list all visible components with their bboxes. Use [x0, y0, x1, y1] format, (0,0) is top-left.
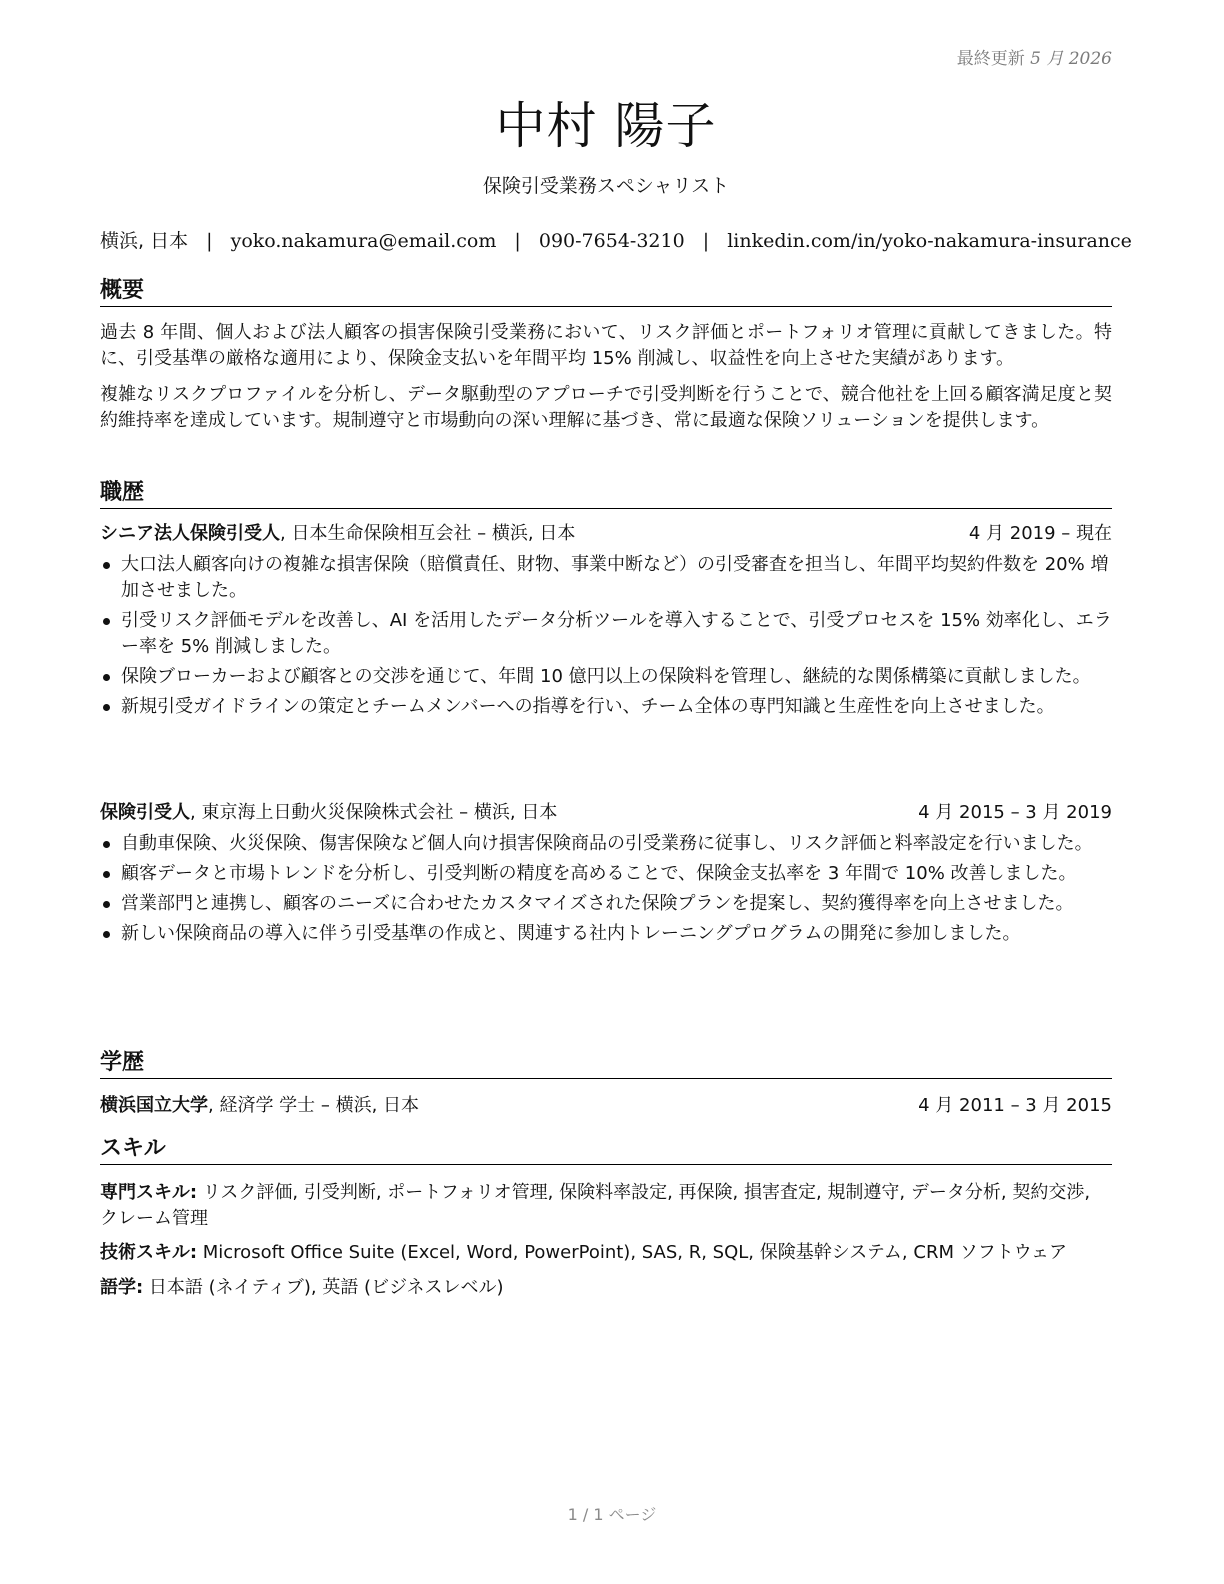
job-company: , 日本生命保険相互会社 – 横浜, 日本 [280, 523, 576, 544]
education-degree: , 経済学 学士 – 横浜, 日本 [208, 1095, 420, 1116]
job-dates: 4 月 2019 – 現在 [968, 523, 1112, 544]
skill-label: 語学: [100, 1277, 144, 1298]
job-bullet: 顧客データと市場トレンドを分析し、引受判断の精度を高めることで、保険金支払率を 3 年間で 10% 改善しました。 [100, 861, 1112, 887]
section-title-experience: 職歴 [100, 480, 1112, 509]
skill-line [100, 1180, 1112, 1232]
skill-value: Microsoft Office Suite (Excel, Word, PowerPoint), SAS, R, SQL, 保険基幹システム, CRM ソフトウェア [197, 1242, 1067, 1263]
last-updated [957, 44, 1112, 69]
job-bullet: 自動車保険、火災保険、傷害保険など個人向け損害保険商品の引受業務に従事し、リスク評価と料率設定を行いました。 [100, 831, 1112, 857]
candidate-role: 保険引受業務スペシャリスト [482, 175, 730, 197]
skill-value: 日本語 (ネイティブ), 英語 (ビジネスレベル) [143, 1277, 504, 1298]
job-header [100, 521, 1112, 547]
job-position: シニア法人保険引受人 [100, 523, 280, 544]
job-bullet: 大口法人顧客向けの複雑な損害保険（賠償責任、財物、事業中断など）の引受審査を担当し、年間平均契約件数を 20% 増加させました。 [100, 552, 1112, 604]
job-bullet: 引受リスク評価モデルを改善し、AI を活用したデータ分析ツールを導入することで、引受プロセスを 15% 効率化し、エラー率を 5% 削減しました。 [100, 608, 1112, 660]
job-bullet: 営業部門と連携し、顧客のニーズに合わせたカスタマイズされた保険プランを提案し、契約獲得率を向上させました。 [100, 891, 1112, 917]
summary-paragraph: 過去 8 年間、個人および法人顧客の損害保険引受業務において、リスク評価とポートフォリオ管理に貢献してきました。特に、引受基準の厳格な適用により、保険金支払いを年間平均 15% 削減し、収益性を向上させた実績があります。 [100, 322, 1112, 369]
contact-location: 横浜, 日本 [100, 230, 189, 252]
contact-separator: | [514, 230, 521, 252]
candidate-name: 中村 陽子 [495, 97, 717, 155]
education-dates: 4 月 2011 – 3 月 2015 [918, 1095, 1112, 1116]
section-title-skills: スキル [100, 1136, 1112, 1165]
job-bullet: 新しい保険商品の導入に伴う引受基準の作成と、関連する社内トレーニングプログラムの開発に参加しました。 [100, 921, 1112, 947]
education-entry [100, 1093, 1112, 1119]
summary-paragraph: 複雑なリスクプロファイルを分析し、データ駆動型のアプローチで引受判断を行うことで、競合他社を上回る顧客満足度と契約維持率を達成しています。規制遵守と市場動向の深い理解に基づき、常に最適な保険ソリューションを提供します。 [100, 384, 1112, 431]
contact-linkedin[interactable]: linkedin.com/in/yoko-nakamura-insurance [727, 230, 1132, 252]
job-bullets [100, 831, 1112, 951]
skill-line [100, 1240, 1112, 1266]
contact-line [100, 226, 1132, 253]
job-company: , 東京海上日動火災保険株式会社 – 横浜, 日本 [190, 802, 558, 823]
job-position: 保険引受人 [100, 802, 190, 823]
skill-label: 技術スキル: [100, 1242, 198, 1263]
last-updated-label: 最終更新 [956, 49, 1025, 69]
job-bullet: 新規引受ガイドラインの策定とチームメンバーへの指導を行い、チーム全体の専門知識と生産性を向上させました。 [100, 694, 1112, 720]
job-bullets [100, 552, 1112, 724]
page-number: 1 / 1 ページ [567, 1505, 657, 1524]
skill-value: リスク評価, 引受判断, ポートフォリオ管理, 保険料率設定, 再保険, 損害査定, 規制遵守, データ分析, 契約交渉, クレーム管理 [100, 1182, 1091, 1229]
contact-separator: | [206, 230, 213, 252]
job-bullet: 保険ブローカーおよび顧客との交渉を通じて、年間 10 億円以上の保険料を管理し、継続的な関係構築に貢献しました。 [100, 664, 1112, 690]
job-header [100, 800, 1112, 826]
section-title-summary: 概要 [100, 278, 1112, 307]
contact-separator: | [702, 230, 710, 252]
skill-line [100, 1275, 1112, 1301]
skill-label: 専門スキル: [100, 1182, 198, 1203]
last-updated-date: 5 月 2026 [1030, 49, 1112, 69]
education-school: 横浜国立大学 [100, 1095, 208, 1116]
contact-email[interactable]: yoko.nakamura@email.com [230, 230, 497, 252]
contact-phone: 090-7654-3210 [538, 230, 685, 252]
job-dates: 4 月 2015 – 3 月 2019 [918, 802, 1112, 823]
section-title-education: 学歴 [100, 1050, 1112, 1079]
